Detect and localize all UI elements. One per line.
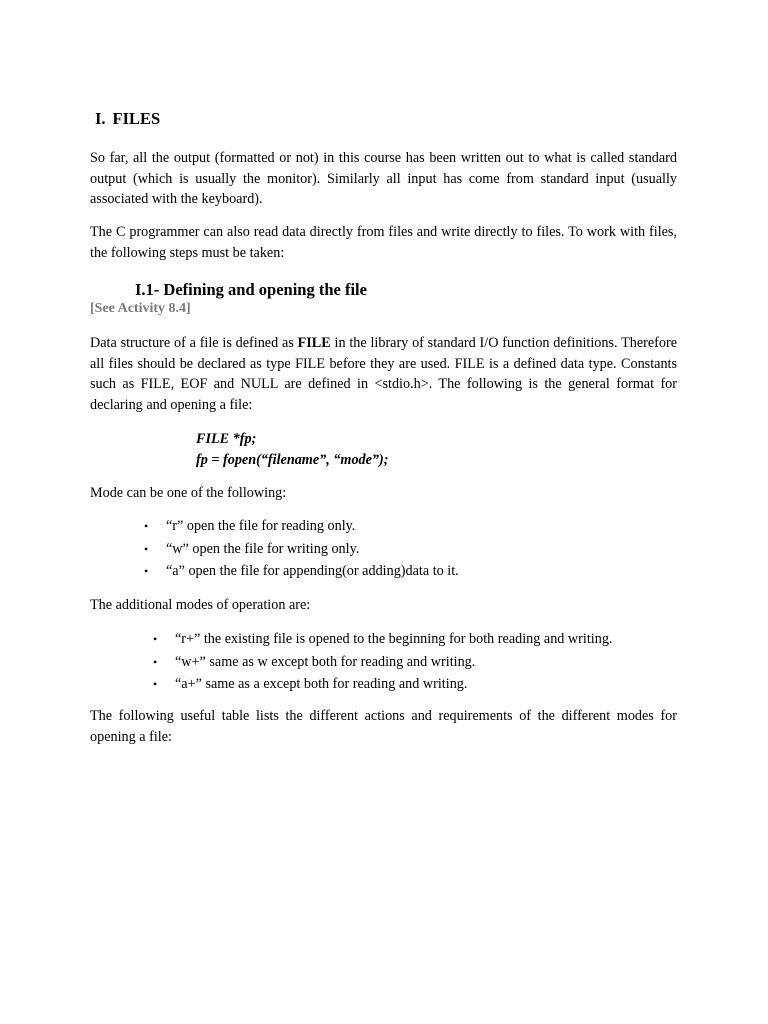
definition-text-rest: in the library of standard I/O function definitions. Therefore all files should be declared as type FILE before they are used. FILE is a defined data type. Constants such as FILE, EOF and NULL are defined in <stdio.h>. The following is the general format for declaring and opening a file: (90, 335, 677, 413)
additional-modes-intro: The additional modes of operation are: (90, 597, 311, 613)
code-fopen: fp = fopen(“filename”, “mode”); (196, 452, 389, 468)
file-definition-paragraph (90, 333, 677, 415)
additional-modes-list (153, 628, 613, 696)
code-declaration: FILE *fp; (196, 431, 257, 447)
table-intro-paragraph: The following useful table lists the different actions and requirements of the different modes for opening a file: (90, 708, 677, 745)
list-item: • “w” open the file for writing only. (166, 538, 459, 561)
section-title: FILES (112, 109, 161, 128)
bullet-icon: • (153, 632, 158, 646)
intro-paragraph-1: So far, all the output (formatted or not) in this course has been written out to what is called standard output (which is usually the monitor). Similarly all input has come from standard input (usually associated with the keyboard). (90, 150, 677, 208)
subsection-heading: I.1- Defining and opening the file (135, 280, 367, 299)
list-item: • “a+” same as a except both for reading and writing. (175, 673, 612, 696)
bullet-icon: • (144, 519, 149, 533)
activity-reference: [See Activity 8.4] (90, 301, 191, 316)
section-heading (95, 109, 160, 129)
intro-paragraph-2: The C programmer can also read data directly from files and write directly to files. To work with files, the following steps must be taken: (90, 224, 677, 261)
modes-list (144, 515, 459, 583)
definition-text-start: Data structure of a file is defined as (90, 335, 298, 351)
list-item: • “a” open the file for appending(or adding)data to it. (166, 560, 459, 583)
bullet-icon: • (144, 564, 149, 578)
bullet-icon: • (153, 654, 158, 669)
bullet-icon: • (153, 677, 158, 691)
section-number: I. (95, 109, 106, 128)
bullet-icon: • (144, 541, 149, 556)
list-item: • “r+” the existing file is opened to the beginning for both reading and writing. (175, 628, 612, 651)
file-keyword: FILE (297, 335, 331, 351)
list-item: • “r” open the file for reading only. (166, 515, 459, 538)
list-item: • “w+” same as w except both for reading and writing. (175, 651, 612, 674)
modes-intro: Mode can be one of the following: (90, 485, 287, 501)
